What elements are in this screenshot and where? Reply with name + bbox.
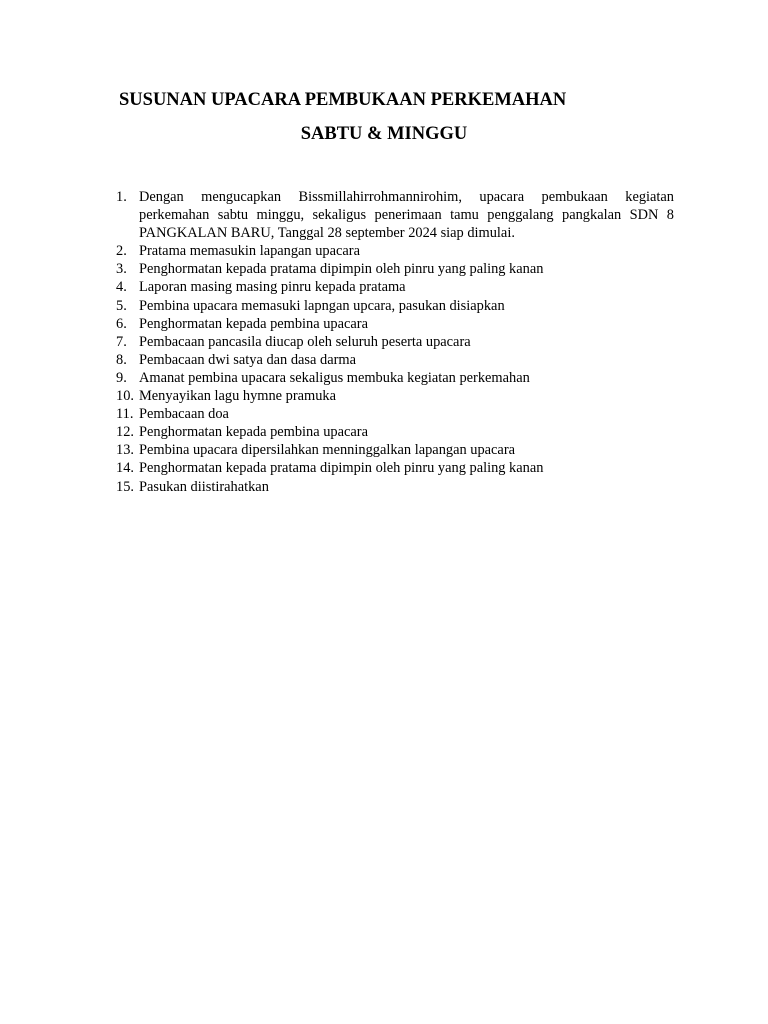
agenda-item-number: 11.	[116, 406, 134, 423]
agenda-item-number: 3.	[116, 261, 127, 278]
agenda-item-text: Laporan masing masing pinru kepada pratama	[139, 279, 406, 296]
agenda-item-number: 12.	[116, 424, 134, 441]
agenda-item-13	[116, 441, 674, 459]
agenda-item-number: 9.	[116, 369, 127, 386]
agenda-item-text: Pembina upacara memasuki lapngan upcara, pasukan disiapkan	[139, 297, 505, 314]
agenda-item-text: Menyayikan lagu hymne pramuka	[139, 388, 337, 405]
agenda-item-number: 6.	[116, 315, 127, 332]
agenda-item-text: Dengan mengucapkan Bissmillahirrohmannirohim, upacara pembukaan kegiatan perkemahan sabtu minggu, sekaligus penerimaan tamu penggalang pangkalan SDN 8 PANGKALAN BARU, Tanggal 28 september 2024 siap dimulai.	[139, 189, 674, 242]
agenda-item-text: Pembacaan pancasila diucap oleh seluruh peserta upacara	[139, 333, 471, 350]
agenda-item-number: 7.	[116, 333, 127, 350]
agenda-item-text: Penghormatan kepada pratama dipimpin oleh pinru yang paling kanan	[139, 460, 544, 477]
agenda-item-text: Pasukan diistirahatkan	[139, 478, 269, 495]
agenda-item-text: Pratama memasukin lapangan upacara	[139, 243, 360, 260]
document-title: SUSUNAN UPACARA PEMBUKAAN PERKEMAHAN	[119, 90, 567, 110]
agenda-item-14	[116, 459, 674, 477]
agenda-item-5	[116, 297, 674, 315]
agenda-item-8	[116, 351, 674, 369]
agenda-item-number: 4.	[116, 279, 127, 296]
agenda-item-text: Penghormatan kepada pembina upacara	[139, 315, 368, 332]
agenda-item-10	[116, 387, 674, 405]
agenda-item-text: Amanat pembina upacara sekaligus membuka kegiatan perkemahan	[139, 369, 530, 386]
agenda-item-number: 1.	[116, 189, 127, 205]
agenda-item-number: 5.	[116, 297, 127, 314]
agenda-item-text: Penghormatan kepada pratama dipimpin oleh pinru yang paling kanan	[139, 261, 544, 278]
agenda-item-number: 13.	[116, 442, 134, 459]
agenda-item-number: 8.	[116, 351, 127, 368]
agenda-item-text: Pembacaan dwi satya dan dasa darma	[139, 351, 356, 368]
agenda-item-12	[116, 423, 674, 441]
agenda-item-number: 10.	[116, 388, 134, 405]
agenda-item-11	[116, 405, 674, 423]
agenda-item-6	[116, 315, 674, 333]
agenda-item-4	[116, 278, 674, 296]
agenda-item-text: Pembacaan doa	[139, 406, 229, 423]
agenda-item-text: Pembina upacara dipersilahkan menninggalkan lapangan upacara	[139, 442, 515, 459]
agenda-item-7	[116, 333, 674, 351]
agenda-item-3	[116, 260, 674, 278]
agenda-item-2	[116, 242, 674, 260]
agenda-item-9	[116, 369, 674, 387]
agenda-list	[116, 188, 674, 496]
agenda-item-number: 15.	[116, 478, 134, 495]
agenda-item-number: 14.	[116, 460, 134, 477]
agenda-item-text: Penghormatan kepada pembina upacara	[139, 424, 368, 441]
document-subtitle: SABTU & MINGGU	[300, 124, 468, 144]
agenda-item-number: 2.	[116, 243, 127, 260]
agenda-item-15	[116, 478, 674, 496]
agenda-item-1	[116, 188, 674, 242]
